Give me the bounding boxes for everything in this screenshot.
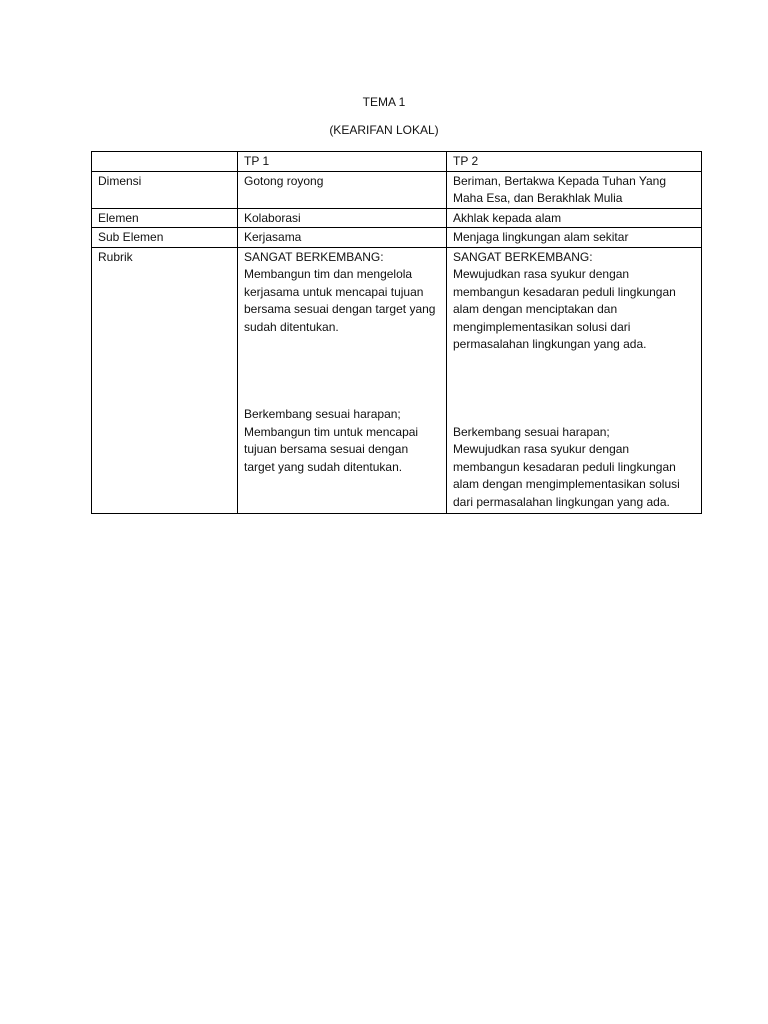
dimensi-tp2-cell: Beriman, Bertakwa Kepada Tuhan Yang Maha Esa, dan Berakhlak Mulia: [447, 171, 702, 208]
header-cell-empty: [92, 152, 238, 172]
rubrik-tp2-level2-heading: Berkembang sesuai harapan;: [453, 424, 610, 439]
rubrik-tp1-spacer: [244, 336, 440, 406]
rubrik-tp2-spacer: [453, 354, 695, 424]
elemen-tp2-cell: Akhlak kepada alam: [447, 208, 702, 228]
row-label-rubrik: Rubrik: [92, 247, 238, 514]
rubric-table: [91, 151, 702, 514]
row-label-dimensi: Dimensi: [92, 171, 238, 208]
header-cell-tp1: TP 1: [238, 152, 447, 172]
row-label-elemen: Elemen: [92, 208, 238, 228]
rubrik-tp1-level1-text: Membangun tim dan mengelola kerjasama untuk mencapai tujuan bersama sesuai dengan target yang sudah ditentukan.: [244, 267, 436, 334]
sub-elemen-tp1-cell: Kerjasama: [238, 228, 447, 248]
table-row-dimensi: [92, 171, 702, 208]
elemen-tp1-cell: Kolaborasi: [238, 208, 447, 228]
document-title: TEMA 1: [362, 95, 406, 109]
rubrik-tp2-cell: [447, 247, 702, 514]
rubrik-tp2-level2-text: Mewujudkan rasa syukur dengan membangun kesadaran peduli lingkungan alam dengan mengimplementasikan solusi dari permasalahan lingkungan yang ada.: [453, 442, 680, 509]
table-row-sub-elemen: [92, 228, 702, 248]
document-subtitle: (KEARIFAN LOKAL): [329, 123, 439, 137]
sub-elemen-tp2-cell: Menjaga lingkungan alam sekitar: [447, 228, 702, 248]
rubrik-tp1-level2-heading: Berkembang sesuai harapan;: [244, 407, 401, 421]
header-cell-tp2: TP 2: [447, 152, 702, 172]
rubrik-tp1-level2-text: Membangun tim untuk mencapai tujuan bersama sesuai dengan target yang sudah ditentukan.: [244, 424, 419, 474]
row-label-sub-elemen: Sub Elemen: [92, 228, 238, 248]
table-row-rubrik: [92, 247, 702, 514]
table-header-row: [92, 152, 702, 172]
rubrik-tp1-cell: [238, 247, 447, 514]
rubrik-tp1-level1-heading: SANGAT BERKEMBANG:: [244, 249, 384, 264]
rubrik-tp2-level1-heading: SANGAT BERKEMBANG:: [453, 249, 593, 264]
table-row-elemen: [92, 208, 702, 228]
dimensi-tp1-cell: Gotong royong: [238, 171, 447, 208]
rubrik-tp2-level1-text: Mewujudkan rasa syukur dengan membangun kesadaran peduli lingkungan alam dengan menciptakan dan mengimplementasikan solusi dari permasalahan lingkungan yang ada.: [453, 267, 676, 351]
